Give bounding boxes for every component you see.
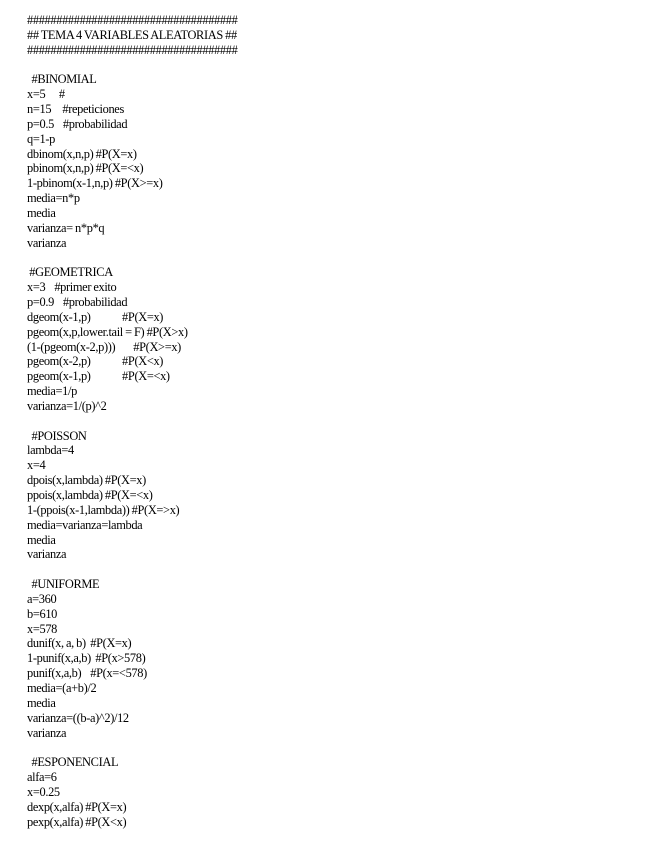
document-line: x=5 # <box>27 87 65 102</box>
document-line: p=0.9 #probabilidad <box>27 295 128 310</box>
document-line: varianza <box>27 235 67 250</box>
document-line: lambda=4 <box>27 443 74 458</box>
document-line: dexp(x,alfa) #P(X=x) <box>27 799 127 814</box>
document-line: (1-(pgeom(x-2,p))) #P(X>=x) <box>27 339 181 354</box>
document-line: varianza <box>27 547 67 562</box>
document-line: x=578 <box>27 621 58 636</box>
document-line: x=3 #primer exito <box>27 280 117 295</box>
document-line: #ESPONENCIAL <box>27 755 119 770</box>
document-line: #GEOMETRICA <box>27 265 113 280</box>
document-line: dpois(x,lambda) #P(X=x) <box>27 473 146 488</box>
document-line <box>27 251 637 266</box>
document-line: #POISSON <box>27 428 87 443</box>
document-line: #BINOMIAL <box>27 72 97 87</box>
document-line <box>27 414 637 429</box>
document-line: pgeom(x,p,lower.tail = F) #P(X>x) <box>27 324 188 339</box>
document-line: media <box>27 532 56 547</box>
document-line: b=610 <box>27 606 58 621</box>
document-line: pbinom(x,n,p) #P(X=<x) <box>27 161 144 176</box>
document-line: 1-(ppois(x-1,lambda)) #P(X=>x) <box>27 502 180 517</box>
document-line: varianza <box>27 725 67 740</box>
document-line: 1-punif(x,a,b) #P(x>578) <box>27 651 146 666</box>
document-line <box>27 740 637 755</box>
document-line: media=(a+b)/2 <box>27 680 97 695</box>
document-line: media <box>27 695 56 710</box>
document-line: q=1-p <box>27 131 55 146</box>
document-line: a=360 <box>27 591 57 606</box>
document-line: x=0.25 <box>27 784 60 799</box>
document-line: media=n*p <box>27 191 80 206</box>
document-line: varianza=((b-a)^2)/12 <box>27 710 129 725</box>
document-line: #UNIFORME <box>27 577 100 592</box>
document-line: #################################### <box>27 13 238 27</box>
document-line: ## TEMA 4 VARIABLES ALEATORIAS ## <box>27 27 237 42</box>
document-line: media <box>27 205 56 220</box>
document-line: alfa=6 <box>27 770 57 785</box>
document-line: 1-pbinom(x-1,n,p) #P(X>=x) <box>27 176 163 191</box>
document-line: ppois(x,lambda) #P(X=<x) <box>27 488 153 502</box>
document-body <box>27 13 637 829</box>
document-line: media=varianza=lambda <box>27 517 143 532</box>
document-line: punif(x,a,b) #P(x=<578) <box>27 666 147 681</box>
document-line: pexp(x,alfa) #P(X<x) <box>27 814 127 829</box>
document-line: varianza= n*p*q <box>27 220 105 235</box>
document-line: pgeom(x-2,p) #P(X<x) <box>27 354 164 369</box>
document-line: #################################### <box>27 42 238 57</box>
document-line: x=4 <box>27 458 46 473</box>
document-line <box>27 58 637 73</box>
document-line: n=15 #repeticiones <box>27 102 124 117</box>
document-line: varianza=1/(p)^2 <box>27 398 107 413</box>
document-line: dbinom(x,n,p) #P(X=x) <box>27 146 137 161</box>
document-line: dgeom(x-1,p) #P(X=x) <box>27 309 164 324</box>
document-line: pgeom(x-1,p) #P(X=<x) <box>27 369 170 384</box>
document-line: dunif(x, a, b) #P(X=x) <box>27 636 132 651</box>
document-line: p=0.5 #probabilidad <box>27 116 128 131</box>
document-line: media=1/p <box>27 384 77 399</box>
document-line <box>27 562 637 577</box>
